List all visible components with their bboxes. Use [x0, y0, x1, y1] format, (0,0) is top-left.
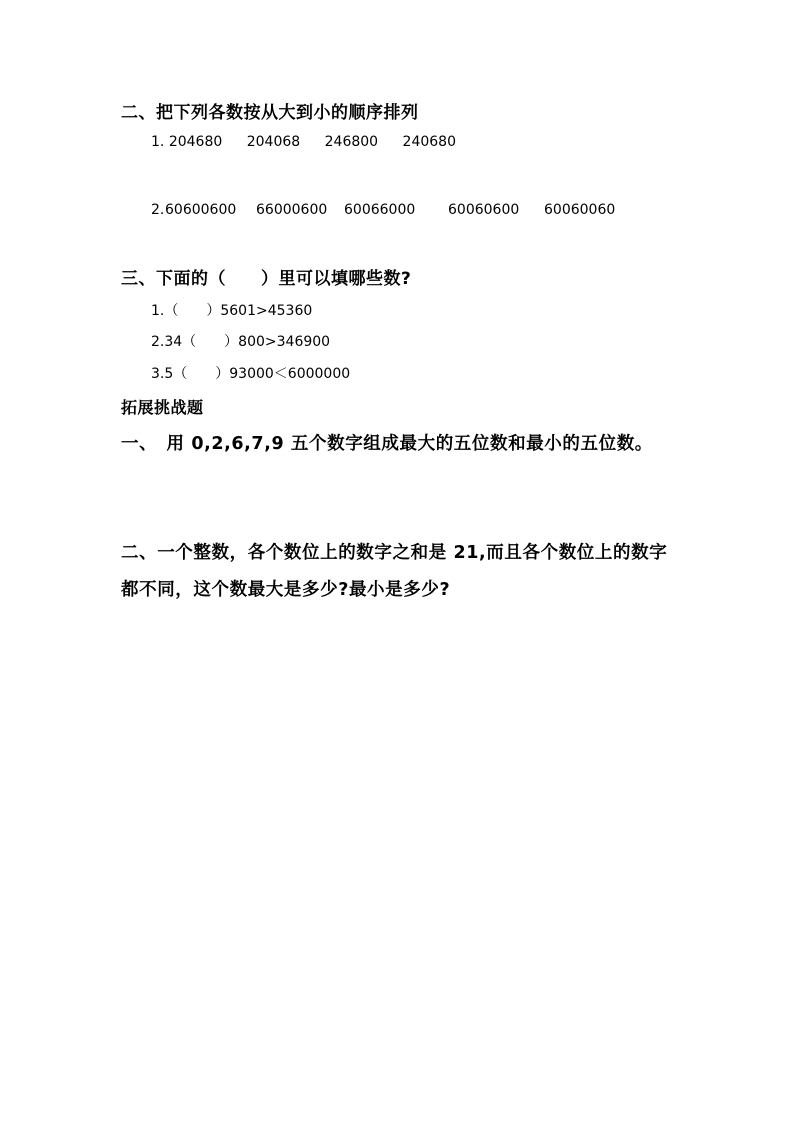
- number-item: 66000600: [256, 202, 328, 218]
- question-2-2: [151, 202, 621, 222]
- question-number: 2.: [151, 202, 165, 218]
- number-item: 204680: [168, 134, 223, 150]
- number-item: 60060600: [448, 202, 520, 218]
- question-number: 1.: [151, 134, 165, 150]
- question-3-3: 3.5（ ）93000＜6000000: [151, 366, 351, 382]
- number-item: 204068: [246, 134, 301, 150]
- number-item: 240680: [402, 134, 456, 150]
- section-2-title: 二、把下列各数按从大到小的顺序排列: [121, 103, 419, 123]
- question-3-1: 1.（ ）5601>45360: [151, 303, 313, 319]
- number-item: 246800: [324, 134, 379, 150]
- number-item: 60600600: [165, 202, 237, 218]
- challenge-question-2-line-1: 二、一个整数，各个数位上的数字之和是 21,而且各个数位上的数字: [121, 543, 668, 563]
- question-3-2: 2.34（ ）800>346900: [151, 334, 331, 350]
- challenge-question-2-line-2: 都不同，这个数最大是多少?最小是多少?: [121, 580, 451, 600]
- challenge-title: 拓展挑战题: [121, 398, 204, 417]
- number-item: 60066000: [344, 202, 416, 218]
- question-2-1: [151, 134, 456, 150]
- number-item: 60060060: [544, 202, 616, 218]
- challenge-question-1: 一、 用 0,2,6,7,9 五个数字组成最大的五位数和最小的五位数。: [121, 434, 653, 454]
- section-3-title: 三、下面的（ ）里可以填哪些数?: [121, 269, 412, 289]
